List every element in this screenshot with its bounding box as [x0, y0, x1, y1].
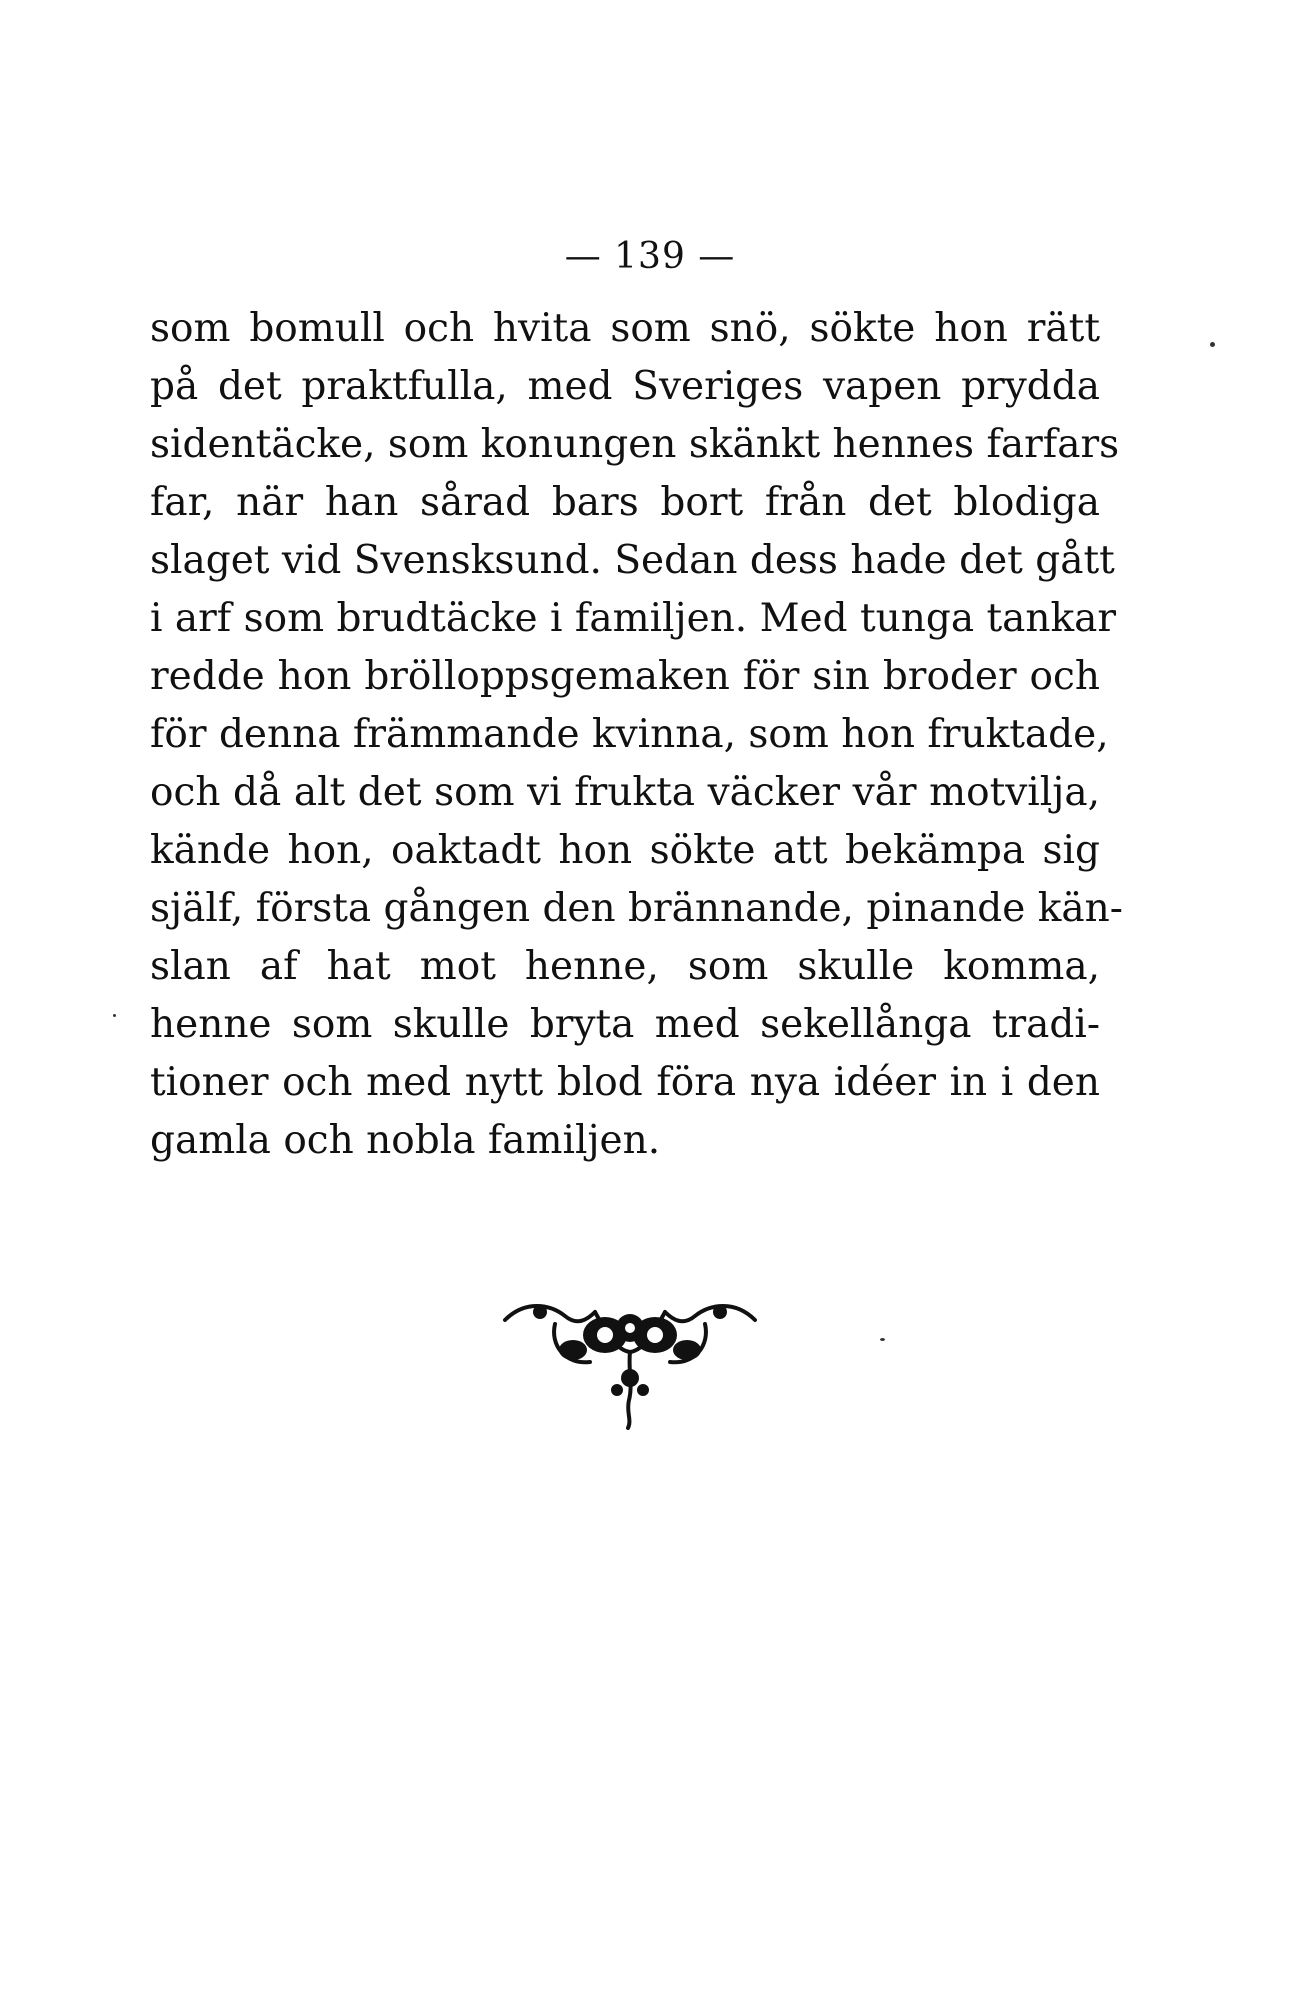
text-line: sidentäcke, som konungen skänkt hennes farfars [150, 422, 1120, 467]
text-line: gamla och nobla familjen. [150, 1118, 661, 1163]
ink-speck [1210, 342, 1215, 347]
ink-speck [113, 1014, 116, 1017]
text-line: som bomull och hvita som snö, sökte hon rätt [150, 306, 1100, 351]
text-line: redde hon brölloppsgemaken för sin broder och [150, 654, 1100, 699]
text-line: tioner och med nytt blod föra nya idéer in i den [150, 1060, 1100, 1105]
text-line: slan af hat mot henne, som skulle komma, [150, 944, 1100, 989]
text-line: för denna främmande kvinna, som hon fruktade, [150, 712, 1109, 757]
text-line: i arf som brudtäcke i familjen. Med tunga tankar [150, 596, 1117, 641]
text-line: far, när han sårad bars bort från det blodiga [150, 480, 1100, 525]
text-line: och då alt det som vi frukta väcker vår motvilja, [150, 770, 1100, 815]
text-line: på det praktfulla, med Sveriges vapen prydda [150, 364, 1100, 409]
text-line: själf, första gången den brännande, pinande kän- [150, 886, 1123, 931]
text-line: henne som skulle bryta med sekellånga tradi- [150, 1002, 1100, 1047]
ink-speck [880, 1338, 885, 1341]
page-number: — 139 — [564, 236, 736, 277]
text-line: slaget vid Svensksund. Sedan dess hade det gått [150, 538, 1115, 583]
body-text [150, 300, 1123, 1170]
floral-vignette-icon [495, 1290, 765, 1430]
text-line: kände hon, oaktadt hon sökte att bekämpa sig [150, 828, 1100, 873]
